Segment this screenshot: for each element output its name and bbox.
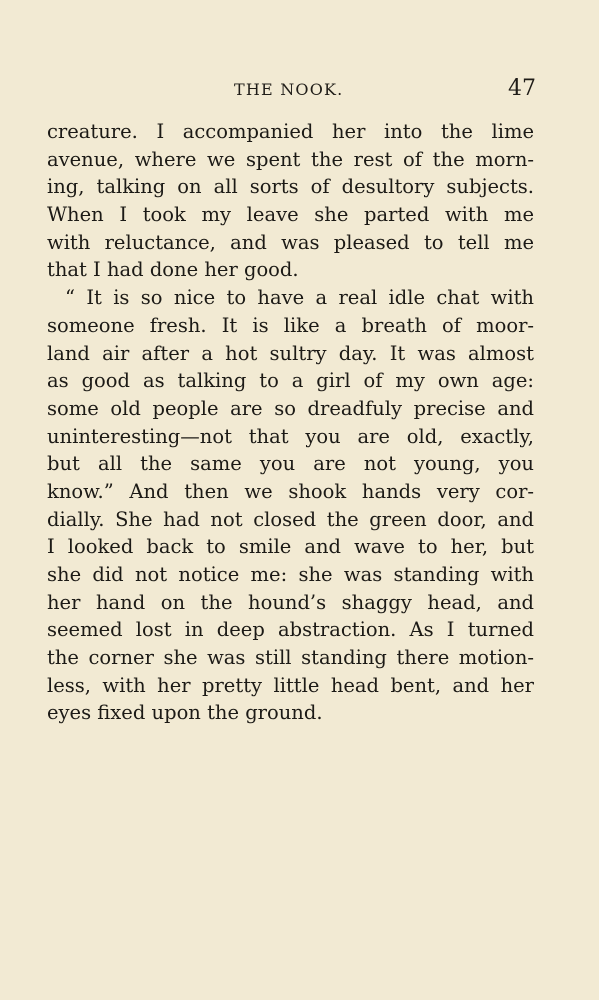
text-line: that I had done her good. [47, 258, 299, 282]
text-line: I looked back to smile and wave to her, but [47, 535, 534, 559]
text-line: but all the same you are not young, you [47, 452, 534, 476]
text-line: the corner she was still standing there motion- [47, 646, 534, 670]
text-line: her hand on the hound’s shaggy head, and [47, 590, 534, 614]
text-line: ing, talking on all sorts of desultory subjects. [47, 175, 534, 199]
text-line: some old people are so dreadfuly precise and [47, 396, 534, 420]
body-text [47, 118, 534, 727]
text-line: with reluctance, and was pleased to tell me [47, 230, 534, 254]
text-line: avenue, where we spent the rest of the morn- [47, 147, 534, 171]
text-line: uninteresting—not that you are old, exactly, [47, 424, 534, 448]
text-line: dially. She had not closed the green door, and [47, 507, 534, 531]
text-line: land air after a hot sultry day. It was almost [47, 341, 534, 365]
text-line: “ It is so nice to have a real idle chat with [65, 286, 534, 310]
text-line: someone fresh. It is like a breath of moor- [47, 313, 534, 337]
text-line: When I took my leave she parted with me [47, 203, 534, 227]
running-title: THE NOOK. [234, 80, 344, 99]
text-line: less, with her pretty little head bent, and her [47, 673, 534, 697]
text-line: know.” And then we shook hands very cor- [47, 479, 534, 503]
page-number: 47 [508, 76, 536, 101]
text-line: she did not notice me: she was standing with [47, 563, 534, 586]
text-line: eyes fixed upon the ground. [47, 701, 323, 725]
text-line: seemed lost in deep abstraction. As I turned [47, 618, 534, 642]
text-line: creature. I accompanied her into the lime [47, 120, 534, 143]
text-line: as good as talking to a girl of my own age: [47, 369, 534, 393]
